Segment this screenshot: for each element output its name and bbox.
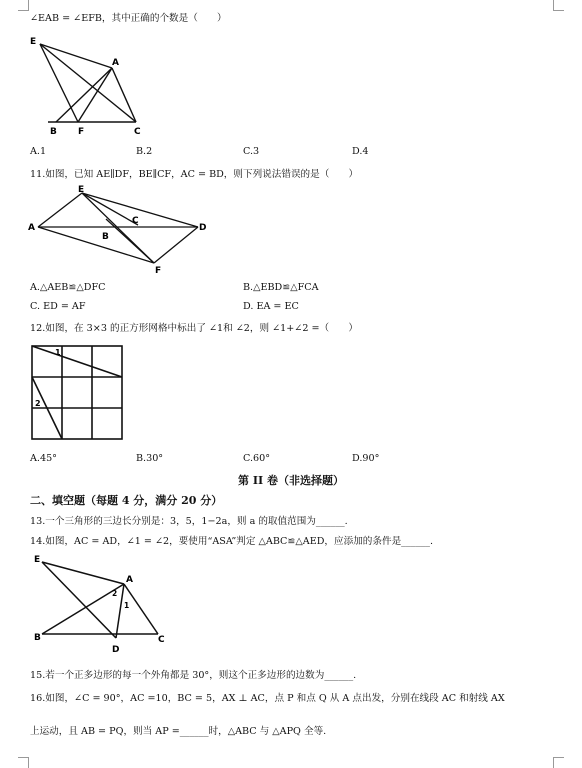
q10-option-d: D.4 [352,146,369,157]
crop-mark-bottom-right [553,757,564,768]
q11-option-a: A.△AEB≌△DFC [30,282,106,293]
q10-label-c: C [134,127,141,137]
q11-stem: 11.如图，已知 AE∥DF，BE∥CF，AC = BD，则下列说法错误的是（ ） [30,169,359,180]
q14-label-b: B [34,633,41,643]
q15-text: 15.若一个正多边形的每一个外角都是 30°，则这个正多边形的边数为______. [30,670,357,681]
q10-stem-tail: ∠EAB = ∠EFB，其中正确的个数是（ ） [30,13,227,24]
q11-label-f: F [155,266,162,275]
q10-label-f: F [78,127,85,137]
q12-option-d: D.90° [352,453,380,464]
q12-stem: 12.如图，在 3×3 的正方形网格中标出了 ∠1和 ∠2，则 ∠1+∠2 =（ ） [30,323,358,334]
q10-option-a: A.1 [30,146,47,157]
q16-text-line2: 上运动，且 AB = PQ，则当 AP =______时，△ABC 与 △APQ 全等. [30,726,327,737]
q11-figure [28,183,218,275]
q10-label-a: A [112,58,119,68]
q16-text-line1: 16.如图，∠C = 90°，AC =10，BC = 5，AX ⊥ AC，点 P 和点 Q 从 A 点出发，分别在线段 AC 和射线 AX [30,693,505,704]
crop-mark-top-left [18,0,29,11]
q10-option-c: C.3 [243,146,260,157]
crop-mark-top-right [553,0,564,11]
q14-label-a: A [126,575,133,585]
section-title: 第 II 卷（非选择题） [238,474,344,487]
q11-label-b: B [102,232,109,242]
q10-label-b: B [50,127,57,137]
q10-figure [28,32,168,140]
q13-text: 13.一个三角形的三边长分别是：3，5，1−2a，则 a 的取值范围为______. [30,516,348,527]
fill-in-blank-heading: 二、填空题（每题 4 分，满分 20 分） [30,494,223,507]
q12-option-c: C.60° [243,453,271,464]
q11-label-c: C [132,216,139,226]
q10-option-b: B.2 [136,146,153,157]
q11-label-e: E [78,185,85,195]
q14-text: 14.如图，AC = AD，∠1 = ∠2，要使用“ASA”判定 △ABC≌△AED，应添加的条件是______. [30,536,434,547]
q11-option-c: C. ED = AF [30,301,86,312]
q11-option-b: B.△EBD≌△FCA [243,282,319,293]
crop-mark-bottom-left [18,757,29,768]
q12-option-b: B.30° [136,453,164,464]
q10-label-e: E [30,37,37,47]
q14-label-d: D [112,645,120,655]
q14-angle-2-label: 2 [112,589,118,598]
q12-angle-2-label: 2 [35,399,41,408]
q12-grid-figure [30,344,126,442]
q11-label-d: D [199,223,207,233]
q11-option-d: D. EA = EC [243,301,299,312]
q12-option-a: A.45° [30,453,57,464]
q12-angle-1-label: 1 [55,348,61,357]
q14-figure [34,552,174,656]
q14-label-c: C [158,635,165,645]
q14-label-e: E [34,555,41,565]
q14-angle-1-label: 1 [124,601,130,610]
q11-label-a: A [28,223,35,233]
